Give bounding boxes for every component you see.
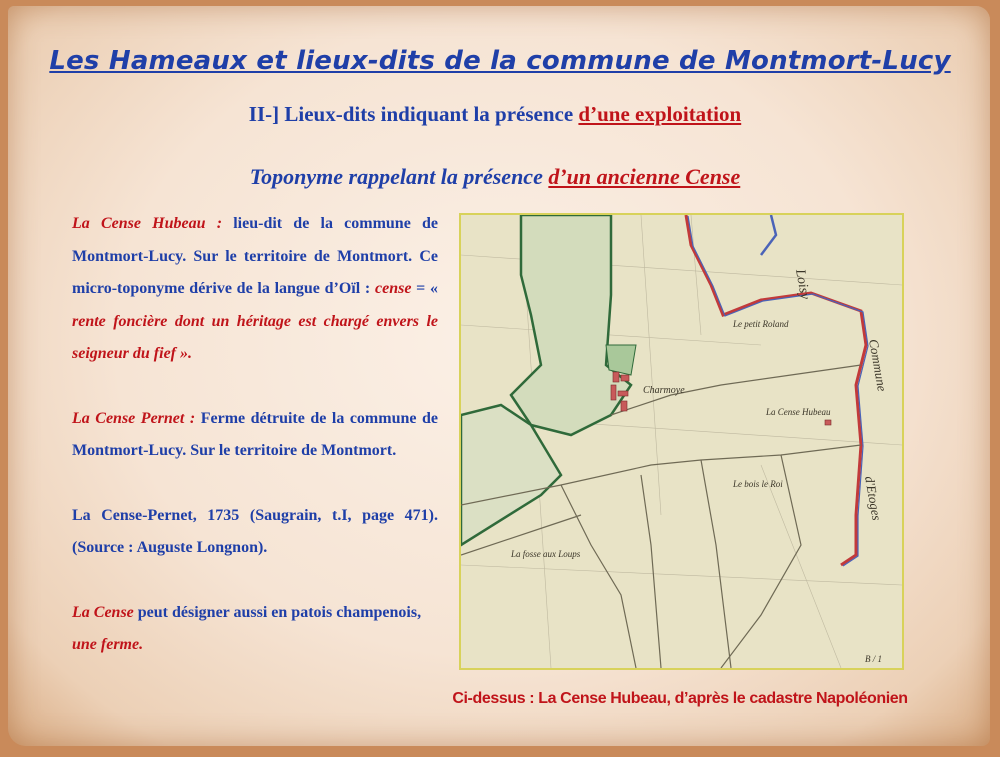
term-cense: cense: [374, 280, 412, 297]
paragraph-patois: [72, 597, 438, 662]
text-column: [72, 208, 438, 662]
map-label-commune: Commune: [866, 337, 890, 393]
cadastre-map: [459, 213, 904, 670]
map-label-charmoye: Charmoye: [643, 385, 685, 396]
section-heading-highlight: d’une exploitation: [578, 102, 742, 126]
section-heading-text: II-] Lieux-dits indiquant la présence: [248, 102, 579, 126]
quote-end: ».: [176, 345, 192, 362]
term-une-ferme: une ferme.: [72, 636, 144, 653]
cadastre-map-drawing: [461, 215, 902, 668]
term-la-cense: La Cense: [72, 603, 134, 621]
equals-sign: = «: [411, 280, 438, 297]
map-label-petit-roland: Le petit Roland: [733, 319, 789, 329]
toponym-heading-highlight: d’un ancienne Cense: [548, 164, 741, 189]
paragraph-source: La Cense-Pernet, 1735 (Saugrain, t.I, page 471). (Source : Auguste Longnon).: [72, 506, 438, 556]
map-caption: Ci-dessus : La Cense Hubeau, d’après le cadastre Napoléonien: [452, 690, 908, 707]
paragraph-cense-pernet: [72, 403, 438, 468]
page-title: Les Hameaux et lieux-dits de la commune de Montmort-Lucy: [49, 46, 951, 76]
toponym-heading-text: Toponyme rappelant la présence: [249, 164, 549, 189]
map-label-sections: B / 1: [865, 654, 882, 664]
map-label-cense-hubeau: La Cense Hubeau: [766, 407, 831, 417]
paragraph-text: lieu-dit de la commune de Montmort-Lucy. Sur le territoire de Montmort. Ce micro-toponyme dérive de la langue d’Oïl :: [72, 215, 438, 297]
toponym-heading: [0, 164, 990, 190]
map-label-fosse-aux-loups: La fosse aux Loups: [511, 549, 581, 559]
map-label-bois-le-roi: Le bois le Roi: [733, 479, 783, 489]
paragraph-text: peut désigner aussi en patois champenois,: [133, 603, 422, 621]
section-heading: [0, 102, 990, 127]
term-cense-pernet: La Cense Pernet :: [72, 409, 196, 427]
map-label-etoges: d'Etoges: [862, 474, 885, 522]
cense-definition: rente foncière dont un héritage est chargé envers le seigneur du fief: [72, 312, 438, 362]
map-label-loisy: Loisy: [792, 268, 813, 301]
term-cense-hubeau: La Cense Hubeau :: [72, 215, 223, 232]
paragraph-cense-hubeau: [72, 208, 438, 371]
paragraph-text: Ferme détruite de la commune de Montmort-Lucy. Sur le territoire de Montmort.: [72, 409, 438, 459]
